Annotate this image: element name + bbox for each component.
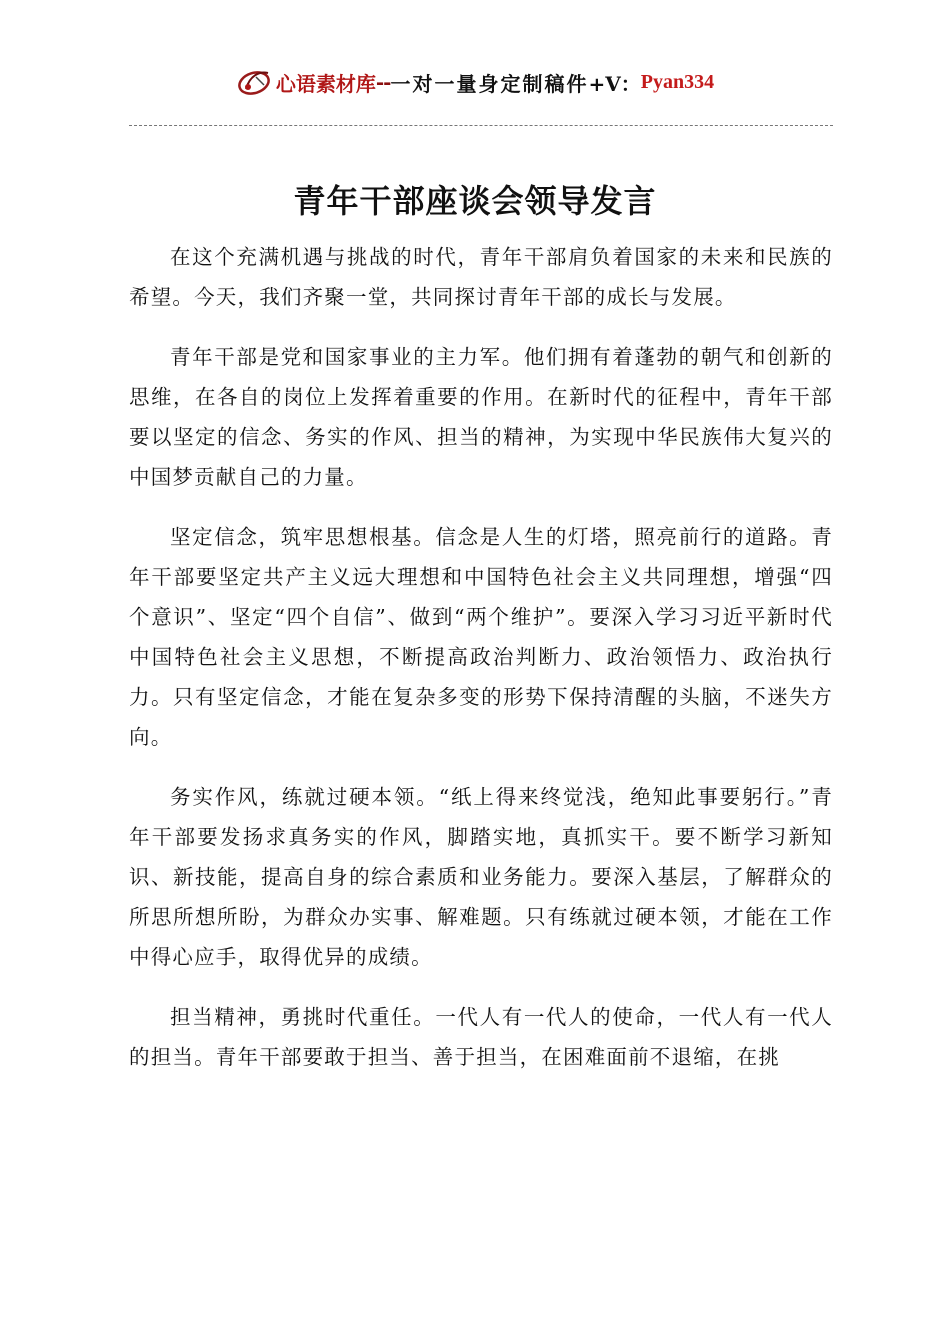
document-title: 青年干部座谈会领导发言: [293, 182, 657, 220]
brand-name: 心语素材库: [275, 71, 376, 96]
paragraph-3: 坚定信念，筑牢思想根基。信念是人生的灯塔，照亮前行的道路。青年干部要坚定共产主义远大理想和中国特色社会主义共同理想，增强“四个意识”、坚定“四个自信”、做到“两个维护”。要深入学习习近平新时代中国特色社会主义思想，不断提高政治判断力、政治领悟力、政治执行力。只有坚定信念，才能在复杂多变的形势下保持清醒的头脑，不迷失方向。: [129, 525, 833, 749]
header-divider: [129, 125, 833, 126]
paragraph-5: 担当精神，勇挑时代重任。一代人有一代人的使命，一代人有一代人的担当。青年干部要敢于担当、善于担当，在困难面前不退缩，在挑: [129, 1005, 833, 1069]
header-separator: --: [375, 70, 391, 94]
page-header: [0, 62, 950, 102]
paragraph-2: 青年干部是党和国家事业的主力军。他们拥有着蓬勃的朝气和创新的思维，在各自的岗位上发挥着重要的作用。在新时代的征程中，青年干部要以坚定的信念、务实的作风、担当的精神，为实现中华民族伟大复兴的中国梦贡献自己的力量。: [129, 345, 833, 489]
document-body: [129, 237, 833, 1097]
header-tagline: 一对一量身定制稿件: [390, 71, 589, 96]
paragraph-1: 在这个充满机遇与挑战的时代，青年干部肩负着国家的未来和民族的希望。今天，我们齐聚一堂，共同探讨青年干部的成长与发展。: [129, 245, 833, 309]
brand-logo-icon: [236, 65, 274, 99]
paragraph-4: 务实作风，练就过硬本领。“纸上得来终觉浅，绝知此事要躬行。”青年干部要发扬求真务实的作风，脚踏实地，真抓实干。要不断学习新知识、新技能，提高自身的综合素质和业务能力。要深入基层，了解群众的所思所想所盼，为群众办实事、解难题。只有练就过硬本领，才能在工作中得心应手，取得优异的成绩。: [129, 785, 833, 969]
header-contact-id: Pyan334: [640, 70, 715, 93]
header-contact-prefix: +V：: [588, 71, 641, 96]
